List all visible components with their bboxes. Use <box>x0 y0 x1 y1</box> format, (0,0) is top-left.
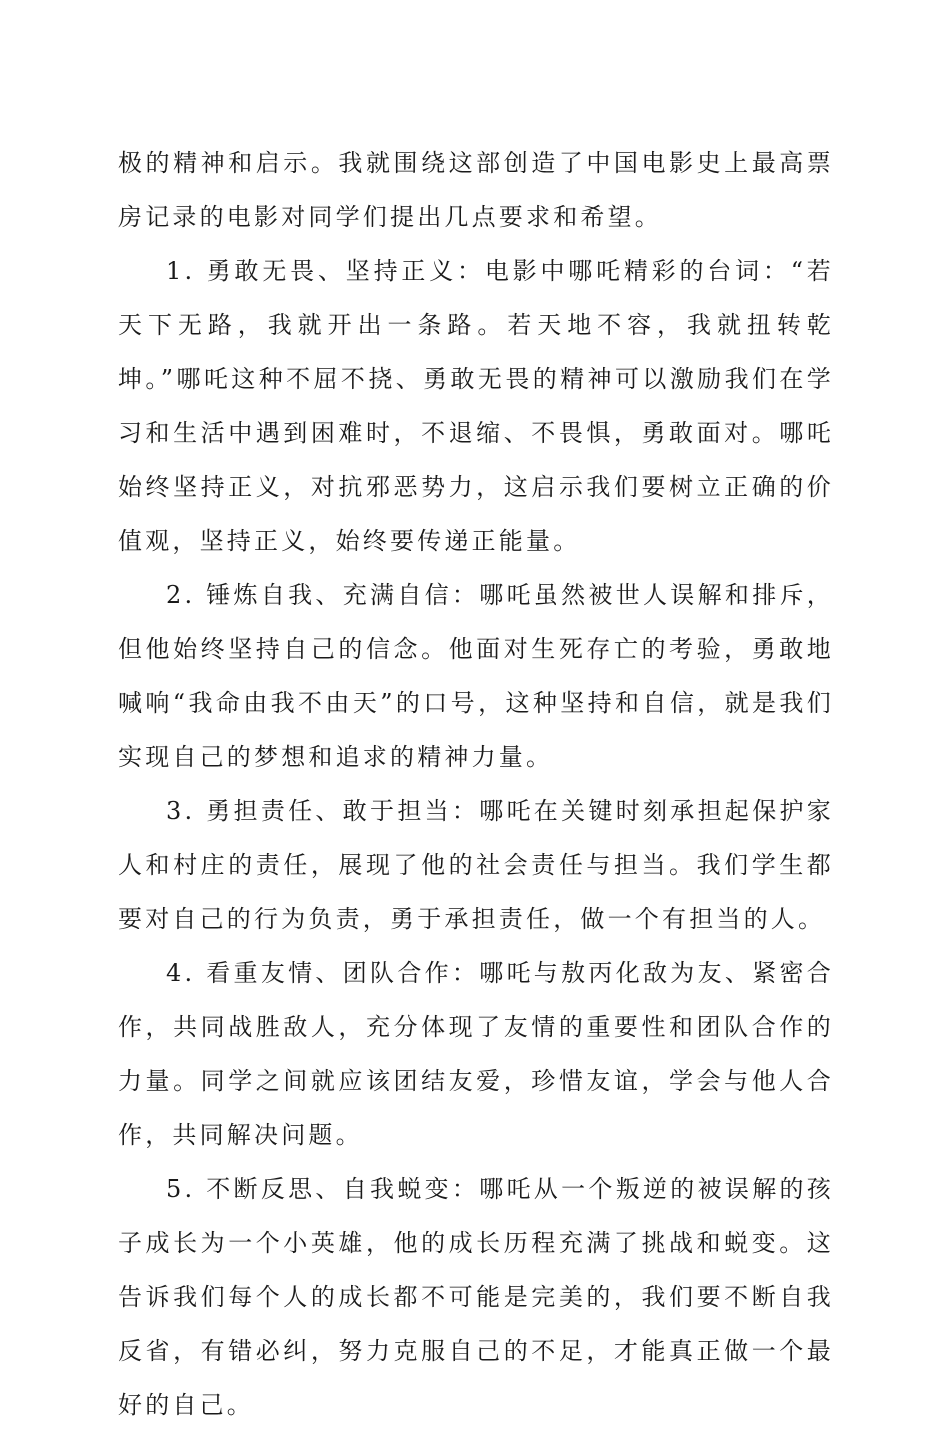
intro-paragraph: 极的精神和启示。我就围绕这部创造了中国电影史上最高票房记录的电影对同学们提出几点要求和希望。 <box>118 149 834 231</box>
point-paragraph-1: 1. 勇敢无畏、坚持正义：电影中哪吒精彩的台词：“若天下无路，我就开出一条路。若天地不容，我就扭转乾坤。”哪吒这种不屈不挠、勇敢无畏的精神可以激励我们在学习和生活中遇到困难时，不退缩、不畏惧，勇敢面对。哪吒始终坚持正义，对抗邪恶势力，这启示我们要树立正确的价值观，坚持正义，始终要传递正能量。 <box>118 257 834 555</box>
point-paragraph-3: 3. 勇担责任、敢于担当：哪吒在关键时刻承担起保护家人和村庄的责任，展现了他的社会责任与担当。我们学生都要对自己的行为负责，勇于承担责任，做一个有担当的人。 <box>118 797 834 933</box>
point-paragraph-5: 5. 不断反思、自我蜕变：哪吒从一个叛逆的被误解的孩子成长为一个小英雄，他的成长历程充满了挑战和蜕变。这告诉我们每个人的成长都不可能是完美的，我们要不断自我反省，有错必纠，努力克服自己的不足，才能真正做一个最好的自己。 <box>118 1175 834 1419</box>
point-paragraph-4: 4. 看重友情、团队合作：哪吒与敖丙化敌为友、紧密合作，共同战胜敌人，充分体现了友情的重要性和团队合作的力量。同学之间就应该团结友爱，珍惜友谊，学会与他人合作，共同解决问题。 <box>118 959 834 1149</box>
document-body <box>118 136 834 1432</box>
point-paragraph-2: 2. 锤炼自我、充满自信：哪吒虽然被世人误解和排斥，但他始终坚持自己的信念。他面对生死存亡的考验，勇敢地喊响“我命由我不由天”的口号，这种坚持和自信，就是我们实现自己的梦想和追求的精神力量。 <box>118 581 834 771</box>
